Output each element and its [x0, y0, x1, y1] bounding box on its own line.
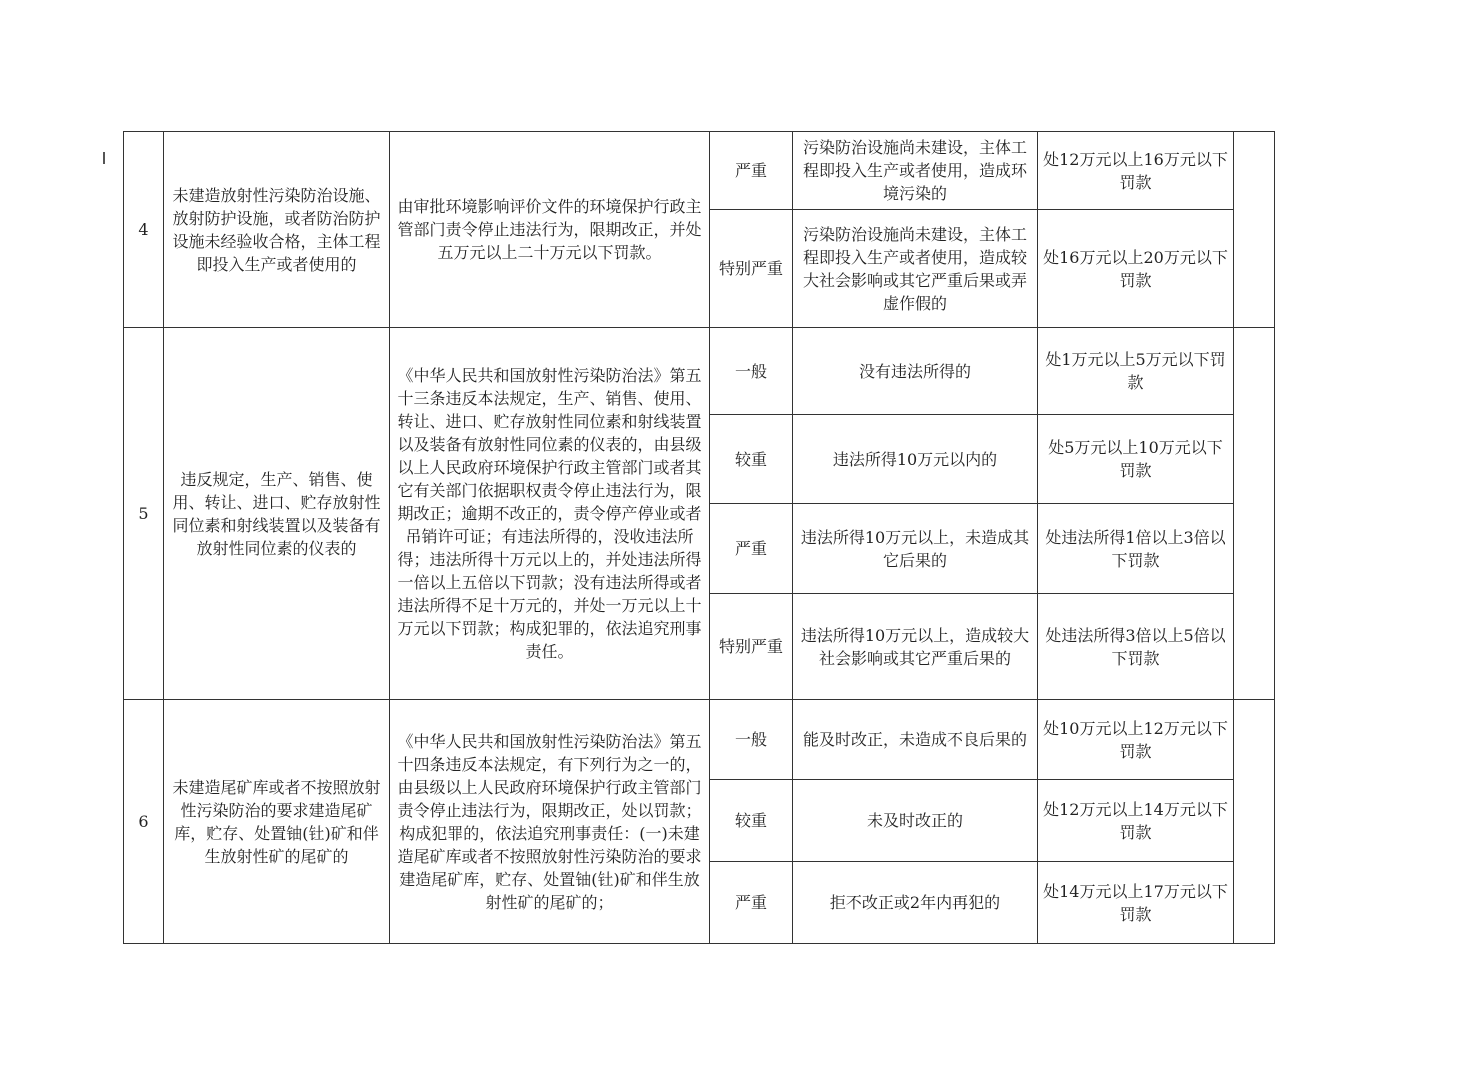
severity-level: 严重 — [710, 862, 793, 944]
violation-condition: 未及时改正的 — [793, 780, 1038, 862]
row-number: 5 — [124, 328, 164, 700]
severity-level: 特别严重 — [710, 210, 793, 328]
severity-level: 一般 — [710, 700, 793, 780]
violation-condition: 没有违法所得的 — [793, 328, 1038, 415]
penalty-standard: 处12万元以上16万元以下罚款 — [1038, 132, 1234, 210]
penalty-standard: 处违法所得3倍以上5倍以下罚款 — [1038, 594, 1234, 700]
legal-basis: 《中华人民共和国放射性污染防治法》第五十三条违反本法规定，生产、销售、使用、转让、进口、贮存放射性同位素和射线装置以及装备有放射性同位素的仪表的，由县级以上人民政府环境保护行政主管部门或者其它有关部门依据职权责令停止违法行为，限期改正；逾期不改正的，责令停产停业或者吊销许可证；有违法所得的，没收违法所得；违法所得十万元以上的，并处违法所得一倍以上五倍以下罚款；没有违法所得或者违法所得不足十万元的，并处一万元以上十万元以下罚款；构成犯罪的，依法追究刑事责任。 — [390, 328, 710, 700]
page-margin-mark — [103, 152, 105, 164]
penalty-standard: 处1万元以上5万元以下罚款 — [1038, 328, 1234, 415]
legal-basis: 由审批环境影响评价文件的环境保护行政主管部门责令停止违法行为，限期改正，并处五万元以上二十万元以下罚款。 — [390, 132, 710, 328]
violation-condition: 拒不改正或2年内再犯的 — [793, 862, 1038, 944]
penalty-standard: 处违法所得1倍以上3倍以下罚款 — [1038, 504, 1234, 594]
remarks-cell — [1234, 328, 1275, 700]
table-row — [124, 328, 1275, 415]
violation-condition: 污染防治设施尚未建设，主体工程即投入生产或者使用，造成较大社会影响或其它严重后果或弄虚作假的 — [793, 210, 1038, 328]
penalty-standard: 处10万元以上12万元以下罚款 — [1038, 700, 1234, 780]
penalty-standard: 处16万元以上20万元以下罚款 — [1038, 210, 1234, 328]
penalty-standard: 处14万元以上17万元以下罚款 — [1038, 862, 1234, 944]
penalty-standard: 处5万元以上10万元以下罚款 — [1038, 415, 1234, 504]
violation-condition: 违法所得10万元以上，未造成其它后果的 — [793, 504, 1038, 594]
severity-level: 一般 — [710, 328, 793, 415]
row-number: 6 — [124, 700, 164, 944]
row-number: 4 — [124, 132, 164, 328]
severity-level: 较重 — [710, 780, 793, 862]
violation-description: 未建造尾矿库或者不按照放射性污染防治的要求建造尾矿库，贮存、处置铀(钍)矿和伴生放射性矿的尾矿的 — [164, 700, 390, 944]
violation-description: 未建造放射性污染防治设施、放射防护设施，或者防治防护设施未经验收合格，主体工程即投入生产或者使用的 — [164, 132, 390, 328]
legal-basis: 《中华人民共和国放射性污染防治法》第五十四条违反本法规定，有下列行为之一的，由县级以上人民政府环境保护行政主管部门责令停止违法行为，限期改正，处以罚款；构成犯罪的，依法追究刑事责任：(一)未建造尾矿库或者不按照放射性污染防治的要求建造尾矿库，贮存、处置铀(钍)矿和伴生放射性矿的尾矿的； — [390, 700, 710, 944]
penalty-standards-table — [123, 131, 1275, 944]
severity-level: 严重 — [710, 504, 793, 594]
violation-condition: 污染防治设施尚未建设，主体工程即投入生产或者使用，造成环境污染的 — [793, 132, 1038, 210]
violation-description: 违反规定，生产、销售、使用、转让、进口、贮存放射性同位素和射线装置以及装备有放射性同位素的仪表的 — [164, 328, 390, 700]
violation-condition: 能及时改正，未造成不良后果的 — [793, 700, 1038, 780]
severity-level: 特别严重 — [710, 594, 793, 700]
remarks-cell — [1234, 700, 1275, 944]
violation-condition: 违法所得10万元以上，造成较大社会影响或其它严重后果的 — [793, 594, 1038, 700]
table-row — [124, 700, 1275, 780]
table-row — [124, 132, 1275, 210]
remarks-cell — [1234, 132, 1275, 328]
severity-level: 严重 — [710, 132, 793, 210]
violation-condition: 违法所得10万元以内的 — [793, 415, 1038, 504]
severity-level: 较重 — [710, 415, 793, 504]
penalty-standard: 处12万元以上14万元以下罚款 — [1038, 780, 1234, 862]
